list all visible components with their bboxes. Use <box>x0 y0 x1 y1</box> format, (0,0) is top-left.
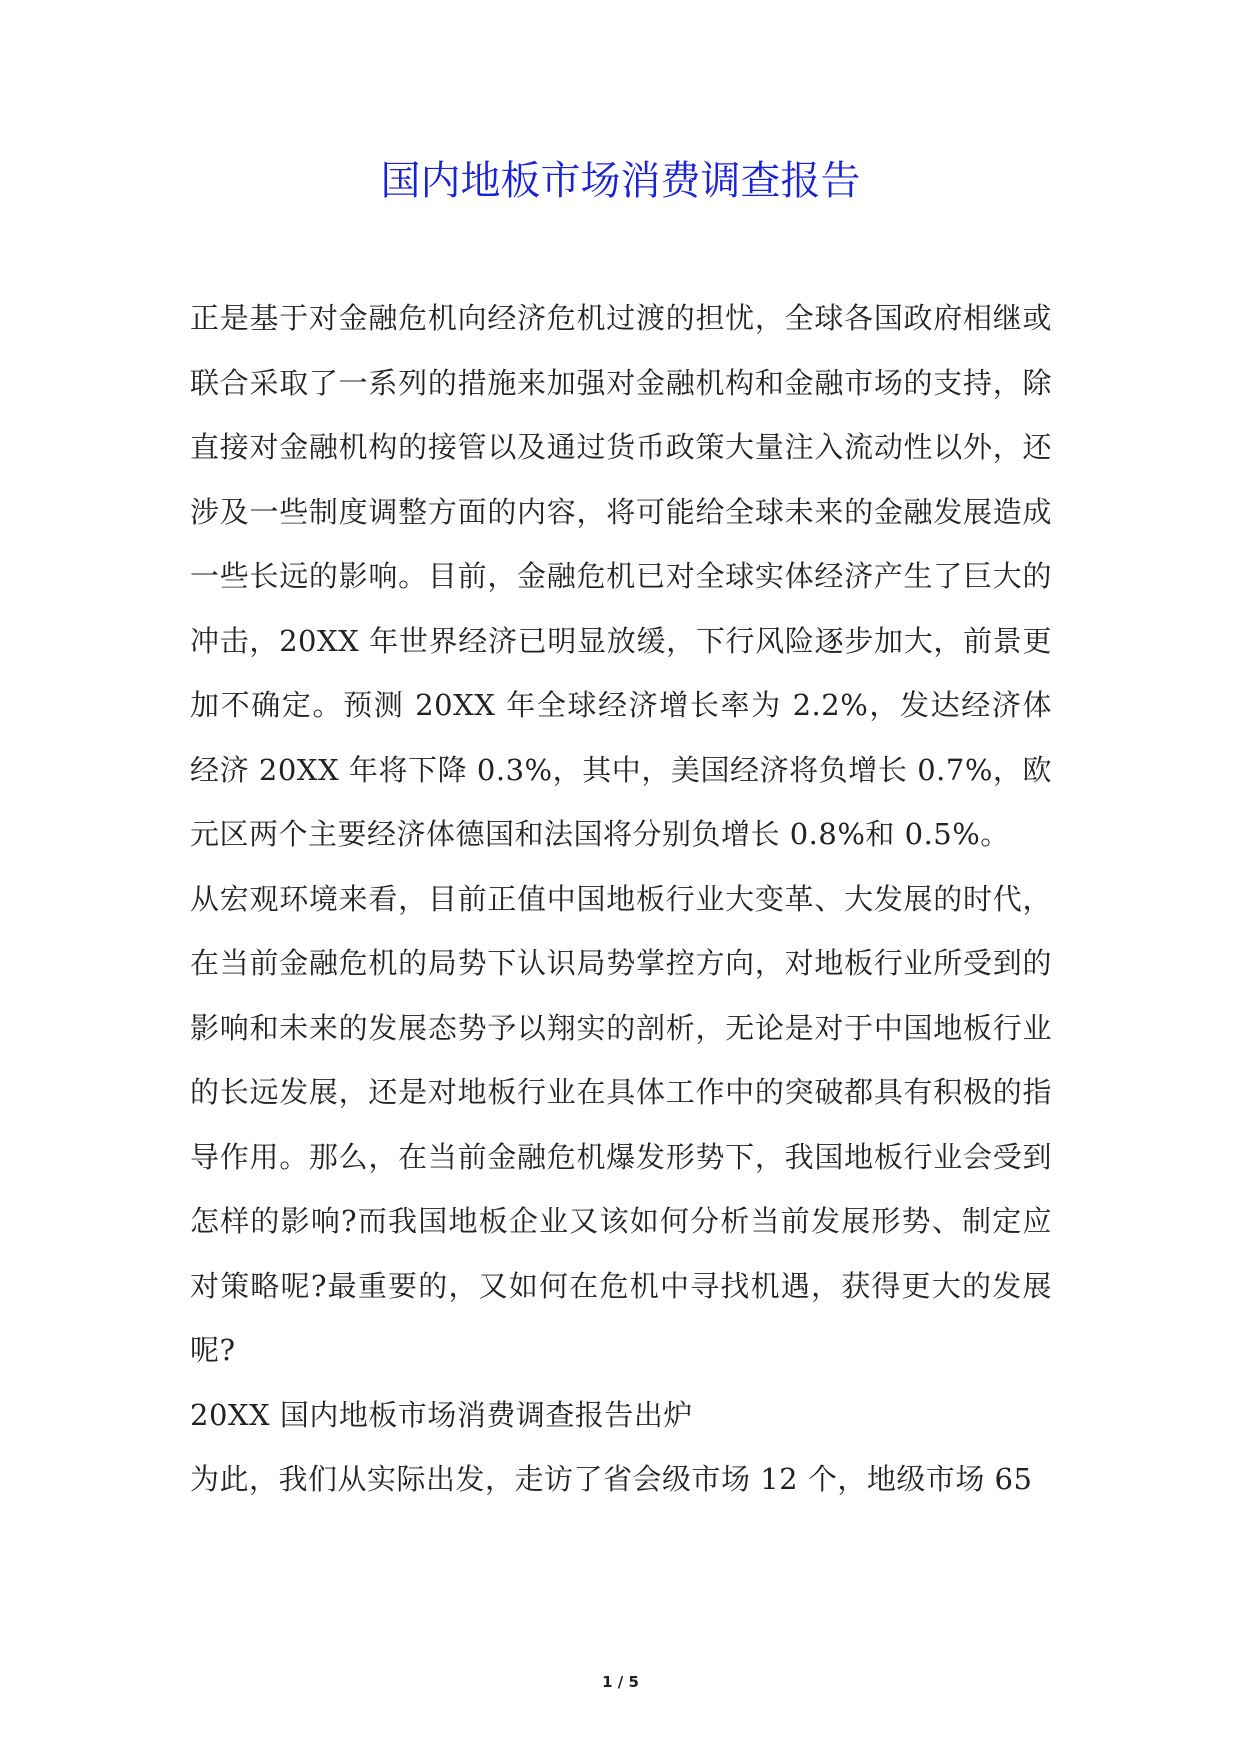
paragraph-1: 正是基于对金融危机向经济危机过渡的担忧，全球各国政府相继或联合采取了一系列的措施来加强对金融机构和金融市场的支持，除直接对金融机构的接管以及通过货币政策大量注入流动性以外，还涉及一些制度调整方面的内容，将可能给全球未来的金融发展造成一些长远的影响。目前，金融危机已对全球实体经济产生了巨大的冲击，20XX 年世界经济已明显放缓，下行风险逐步加大，前景更加不确定。预测 20XX 年全球经济增长率为 2.2%，发达经济体经济 20XX 年将下降 0.3%，其中，美国经济将负增长 0.7%，欧元区两个主要经济体德国和法国将分别负增长 0.8%和 0.5%。 <box>190 301 1052 851</box>
paragraph-3: 20XX 国内地板市场消费调查报告出炉 <box>190 1397 693 1432</box>
paragraph-4: 为此，我们从实际出发，走访了省会级市场 12 个，地级市场 65 <box>190 1462 1033 1496</box>
page-number: 1 / 5 <box>602 1673 639 1691</box>
document-title: 国内地板市场消费调查报告 <box>380 158 861 204</box>
paragraph-2: 从宏观环境来看，目前正值中国地板行业大变革、大发展的时代，在当前金融危机的局势下认识局势掌控方向，对地板行业所受到的影响和未来的发展态势予以翔实的剖析，无论是对于中国地板行业的长远发展，还是对地板行业在具体工作中的突破都具有积极的指导作用。那么，在当前金融危机爆发形势下，我国地板行业会受到怎样的影响?而我国地板企业又该如何分析当前发展形势、制定应对策略呢?最重要的，又如何在危机中寻找机遇，获得更大的发展呢? <box>190 881 1052 1367</box>
document-body <box>190 286 1052 1512</box>
